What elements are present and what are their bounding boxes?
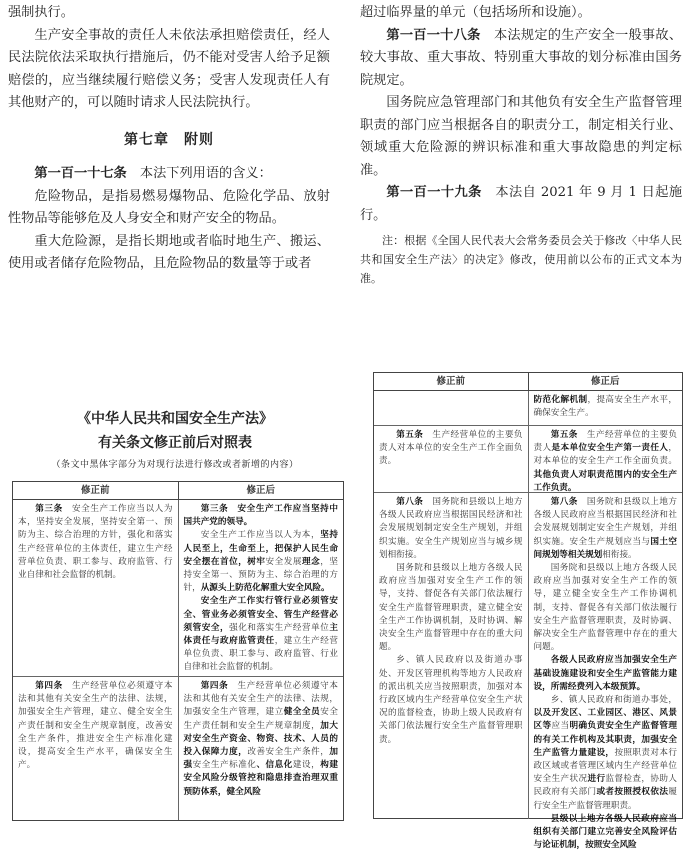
article-text: 本法规定的生产安全一般事故、较大事故、重大事故、特别重大事故的划分标准由国务院规定。 — [360, 27, 683, 88]
definition-dangerous-goods: 危险物品，是指易燃易爆物品、危险化学品、放射性物品等能够危及人身安全和财产安全的物品。 — [8, 188, 330, 226]
footnote: 注：根据《全国人民代表大会常务委员会关于修改〈中华人民共和国安全生产法〉的决定》修改，使用前以公布的正式文本为准。 — [360, 234, 682, 285]
column-header-before: 修正前 — [436, 376, 465, 387]
after-cell: 防范化解机制，提高安全生产水平，确保安全生产。 — [528, 391, 683, 425]
after-cell: 第八条 国务院和县级以上地方各级人民政府应当根据国民经济和社会发展规划制定安全生产规划，并组织实施。安全生产规划应当与国土空间规划等相关规划相衔接。 国务院和县级以上地方各级人民政府应当加强对安全生产工作的领导，建立健全安全生产工作协调机制，支持、督促各有关部门依法履行安全生产监督管理职责，及时协调、解决安全生产监督管理中存在的重大问题。 各级人民政府应当加强安全生产基础设施建设和安全生产监管能力建设，所需经费列入本级预算。 乡、镇人民政府和街道办事处，以及开发区、工业园区、港区、风景区等应当明确负责安全生产监督管理的有关工作机构及其职责，加强安全生产监管力量建设，按照职责对本行政区域或者管理区域内生产经营单位安全生产状况进行监督检查，协助人民政府有关部门或者按照授权依法履行安全生产监督管理职责。 县级以上地方各级人民政府应当组织有关部门建立完善安全风险评估与论证机制，按照安全风险 — [528, 493, 683, 819]
after-cell: 第四条 生产经营单位必须遵守本法和其他有关安全生产的法律、法规，加强安全生产管理，建立健全全员安全生产责任制和安全生产规章制度，加大对安全生产资金、物资、技术、人员的投入保障力度，改善安全生产条件，加强安全生产标准化、信息化建设，构建安全风险分级管控和隐患排查治理双重预防体系，健全风险 — [178, 677, 344, 820]
table-header — [374, 373, 682, 391]
comparison-title: 《中华人民共和国安全生产法》 — [77, 411, 273, 427]
paragraph: 国务院应急管理部门和其他负有安全生产监督管理职责的部门应当根据各自的职责分工，制定相关行业、领域重大危险源的辨识标准和重大事故隐患的判定标准。 — [360, 95, 682, 178]
article-number: 第一百一十九条 — [386, 185, 482, 200]
table-row — [374, 391, 682, 426]
column-header-before: 修正前 — [80, 485, 110, 496]
article-117 — [8, 163, 330, 186]
table-row — [13, 500, 343, 677]
article-119 — [360, 182, 682, 227]
column-header-after: 修正后 — [178, 482, 344, 499]
comparison-table-right — [373, 372, 683, 851]
before-cell — [374, 391, 528, 425]
table-row — [374, 493, 682, 851]
law-text-left-column — [8, 2, 330, 276]
paragraph: 超过临界量的单元（包括场所和设施）。 — [360, 5, 591, 20]
definition-major-hazard: 重大危险源，是指长期地或者临时地生产、搬运、使用或者储存危险物品，且危险物品的数量等于或者 — [8, 233, 330, 271]
column-header-after: 修正后 — [528, 373, 683, 390]
article-number: 第一百一十七条 — [34, 166, 127, 181]
article-text: 本法下列用语的含义： — [139, 166, 272, 181]
comparison-legend: （条文中黑体字部分为对现行法进行修改或者新增的内容） — [51, 460, 299, 470]
article-number: 第一百一十八条 — [386, 27, 481, 43]
comparison-table-left — [12, 481, 344, 821]
article-118 — [360, 25, 682, 93]
before-cell: 第八条 国务院和县级以上地方各级人民政府应当根据国民经济和社会发展规划制定安全生产规划，并组织实施。安全生产规划应当与城乡规划相衔接。 国务院和县级以上地方各级人民政府应当加强对安全生产工作的领导，支持、督促各有关部门依法履行安全生产监督管理职责，建立健全安全生产工作协调机制，及时协调、解决安全生产监督管理中存在的重大问题。 乡、镇人民政府以及街道办事处、开发区管理机构等地方人民政府的派出机关应当按照职责，加强对本行政区域内生产经营单位安全生产状况的监督检查，协助上级人民政府有关部门依法履行安全生产监督管理职责。 — [379, 497, 523, 745]
before-cell: 第五条 生产经营单位的主要负责人对本单位的安全生产工作全面负责。 — [379, 430, 523, 467]
table-header — [13, 482, 343, 500]
law-text-right-column — [360, 2, 682, 288]
before-cell: 第四条 生产经营单位必须遵守本法和其他有关安全生产的法律、法规，加强安全生产管理，建立、健全安全生产责任制和安全生产规章制度，改善安全生产条件，推进安全生产标准化建设，提高安全生产水平，确保安全生产。 — [18, 681, 173, 771]
after-cell: 第三条 安全生产工作应当坚持中国共产党的领导。 安全生产工作应当以人为本，坚持人民至上，生命至上，把保护人民生命安全摆在首位，树牢安全发展理念，坚持安全第一、预防为主、综合治理的方针，从源头上防范化解重大安全风险。 安全生产工作实行管行业必须管安全、管业务必须管安全、管生产经营必须管安全，强化和落实生产经营单位主体责任与政府监管责任，建立生产经营单位负责、职工参与、政府监管、行业自律和社会监督的机制。 — [178, 500, 344, 676]
chapter-heading: 第七章 附则 — [124, 131, 214, 148]
table-row — [374, 426, 682, 493]
table-row — [13, 677, 343, 820]
before-cell: 第三条 安全生产工作应当以人为本，坚持安全发展，坚持安全第一、预防为主、综合治理的方针，强化和落实生产经营单位的主体责任，建立生产经营单位负责、职工参与、政府监管、行业自律和社会监督的机制。 — [18, 504, 173, 581]
comparison-subtitle: 有关条文修正前后对照表 — [98, 435, 252, 451]
after-cell: 第五条 生产经营单位的主要负责人是本单位安全生产第一责任人，对本单位的安全生产工作全面负责。其他负责人对职责范围内的安全生产工作负责。 — [528, 426, 683, 492]
article-text: 本法自 2021 年 9 月 1 日起施行。 — [360, 185, 683, 223]
paragraph: 强制执行。 — [8, 5, 74, 20]
paragraph: 生产安全事故的责任人未依法承担赔偿责任，经人民法院依法采取执行措施后，仍不能对受害人给予足额赔偿的，应当继续履行赔偿义务；受害人发现责任人有其他财产的，可以随时请求人民法院执行。 — [8, 27, 330, 110]
